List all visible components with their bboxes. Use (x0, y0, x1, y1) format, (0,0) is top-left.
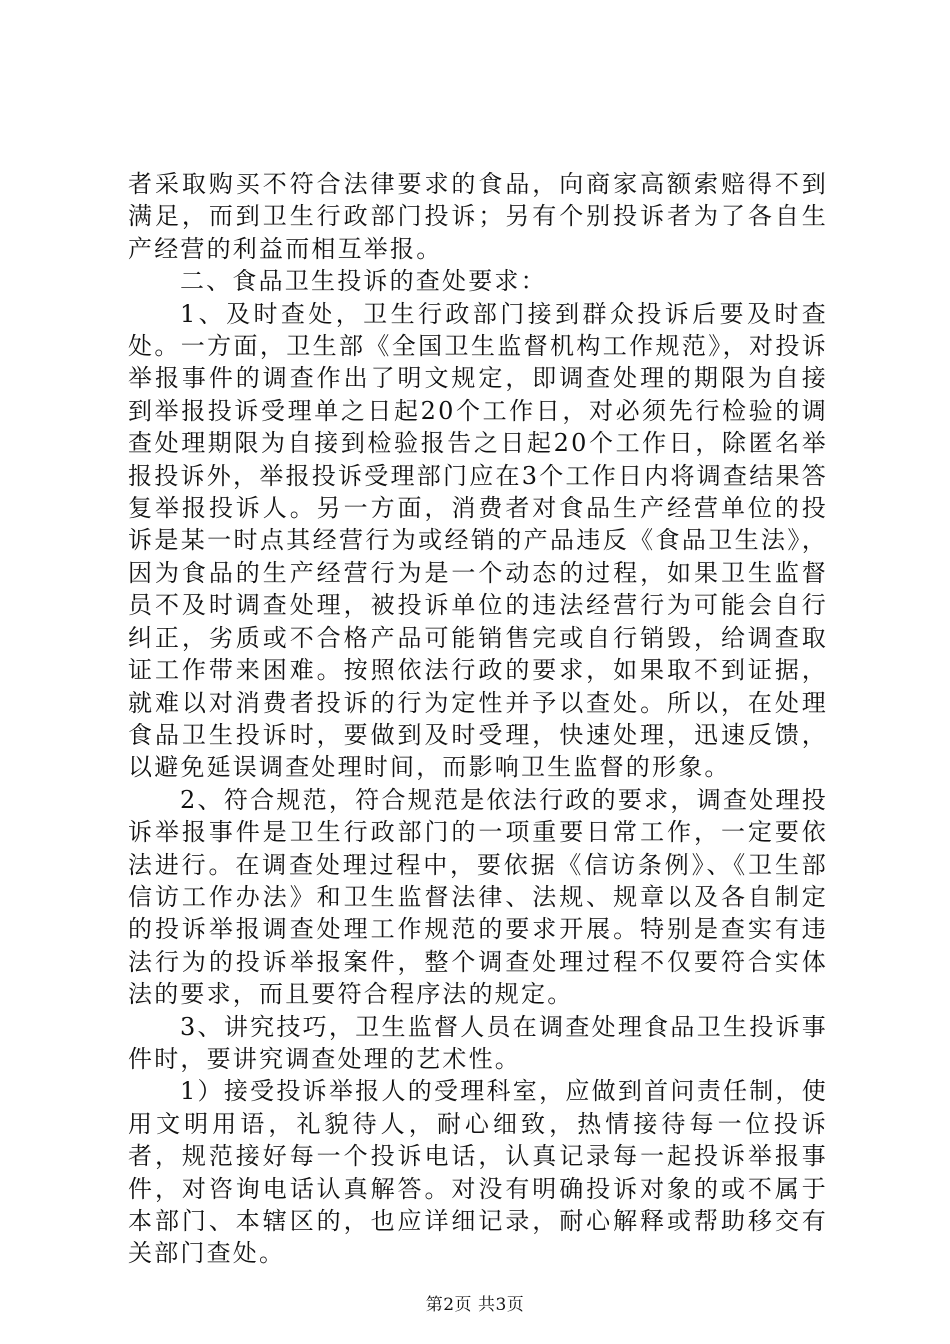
document-body (128, 168, 828, 1270)
section-heading: 二、食品卫生投诉的查处要求： (180, 267, 547, 296)
page-number-footer: 第2页 共3页 (425, 1295, 525, 1315)
paragraph-reception: 1）接受投诉举报人的受理科室，应做到首问责任制，使用文明用语，礼貌待人，耐心细致，热情接待每一位投诉者，规范接好每一个投诉电话，认真记录每一起投诉举报事件，对咨询电话认真解答。对没有明确投诉对象的或不属于本部门、本辖区的，也应详细记录，耐心解释或帮助移交有关部门查处。 (128, 1077, 828, 1268)
paragraph-skills: 3、讲究技巧，卫生监督人员在调查处理食品卫生投诉事件时，要讲究调查处理的艺术性。 (128, 1012, 828, 1073)
paragraph-timely-handling: 1、及时查处，卫生行政部门接到群众投诉后要及时查处。一方面，卫生部《全国卫生监督机构工作规范》，对投诉举报事件的调查作出了明文规定，即调查处理的期限为自接到举报投诉受理单之日起20个工作日，对必须先行检验的调查处理期限为自接到检验报告之日起20个工作日，除匿名举报投诉外，举报投诉受理部门应在3个工作日内将调查结果答复举报投诉人。另一方面，消费者对食品生产经营单位的投诉是某一时点其经营行为或经销的产品违反《食品卫生法》，因为食品的生产经营行为是一个动态的过程，如果卫生监督员不及时调查处理，被投诉单位的违法经营行为可能会自行纠正，劣质或不合格产品可能销售完或自行销毁，给调查取证工作带来困难。按照依法行政的要求，如果取不到证据，就难以对消费者投诉的行为定性并予以查处。所以，在处理食品卫生投诉时，要做到及时受理，快速处理，迅速反馈，以避免延误调查处理时间，而影响卫生监督的形象。 (128, 299, 828, 782)
paragraph-compliance: 2、符合规范，符合规范是依法行政的要求，调查处理投诉举报事件是卫生行政部门的一项重要日常工作，一定要依法进行。在调查处理过程中，要依据《信访条例》、《卫生部信访工作办法》和卫生监督法律、法规、规章以及各自制定的投诉举报调查处理工作规范的要求开展。特别是查实有违法行为的投诉举报案件，整个调查处理过程不仅要符合实体法的要求，而且要符合程序法的规定。 (128, 785, 828, 1009)
paragraph-continuation: 者采取购买不符合法律要求的食品，向商家高额索赔得不到满足，而到卫生行政部门投诉；另有个别投诉者为了各自生产经营的利益而相互举报。 (128, 170, 828, 263)
